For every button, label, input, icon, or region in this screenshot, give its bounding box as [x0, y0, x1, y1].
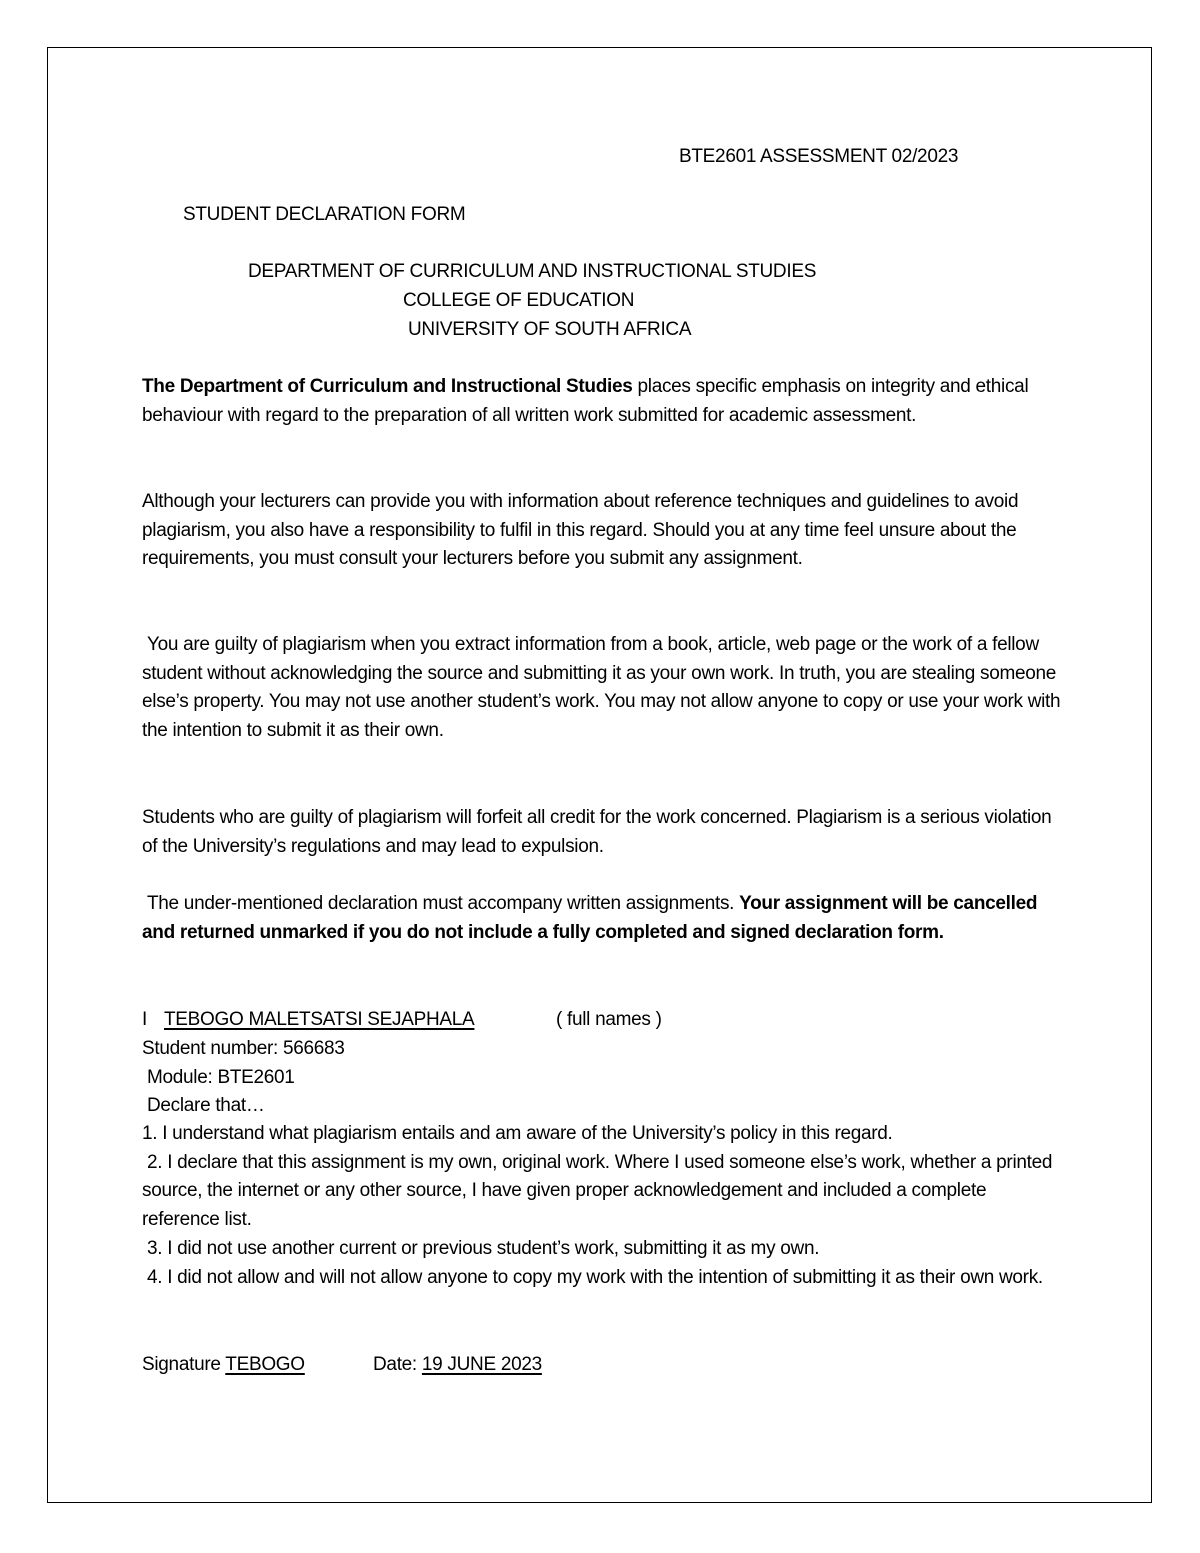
form-title: STUDENT DECLARATION FORM: [183, 204, 466, 225]
declaration-item: 3. I did not use another current or previous student’s work, submitting it as my own.: [142, 1237, 820, 1259]
declaration-item: 1. I understand what plagiarism entails and am aware of the University’s policy in this regard.: [142, 1123, 893, 1144]
paragraph-lecturers: [142, 488, 1062, 574]
declaration-item: 2. I declare that this assignment is my own, original work. Where I used someone else’s work, whether a printed source, the internet or any other source, I have given proper acknowledgement and included a complete reference list.: [142, 1151, 1058, 1231]
declarant-prefix: I: [142, 1009, 147, 1030]
department-emphasis: The Department of Curriculum and Instructional Studies: [142, 376, 633, 397]
signature-value: TEBOGO: [225, 1354, 305, 1375]
paragraph-plagiarism-definition: [142, 631, 1066, 746]
paragraph-penalty-text: Students who are guilty of plagiarism will forfeit all credit for the work concerned. Plagiarism is a serious violation of the University’s regulations and may lead to expulsion.: [142, 807, 1052, 857]
paragraph-penalty: [142, 804, 1062, 861]
paragraph-integrity: [142, 373, 1062, 430]
paragraph-lecturers-text: Although your lecturers can provide you with information about reference techniques and guidelines to avoid plagiarism, you also have a responsibility to fulfil in this regard. Should you at any time feel unsure about the requirements, you must consult your lecturers before you submit any assignment.: [142, 491, 1019, 570]
name-line: [142, 1005, 147, 1034]
college-name: COLLEGE OF EDUCATION: [403, 290, 635, 311]
full-name-field: [164, 1005, 474, 1034]
declare-line: Declare that…: [142, 1095, 265, 1116]
requirement-text: The under-mentioned declaration must accompany written assignments.: [142, 893, 740, 914]
student-number-line: Student number: 566683: [142, 1038, 345, 1059]
assessment-reference: BTE2601 ASSESSMENT 02/2023: [679, 146, 959, 167]
department-name: DEPARTMENT OF CURRICULUM AND INSTRUCTIONAL STUDIES: [248, 261, 817, 282]
university-name: UNIVERSITY OF SOUTH AFRICA: [408, 319, 692, 340]
paragraph-integrity-text: places specific emphasis on integrity and ethical behaviour with regard to the preparation of all written work submitted for academic assessment.: [142, 376, 1029, 426]
module-line: Module: BTE2601: [142, 1067, 295, 1088]
full-names-label: ( full names ): [556, 1009, 662, 1030]
date-value: 19 JUNE 2023: [421, 1354, 542, 1375]
date-label: Date:: [373, 1354, 417, 1375]
declaration-items: [142, 1120, 1062, 1292]
signature-label: Signature: [142, 1354, 221, 1375]
cancellation-warning: Your assignment will be cancelled and returned unmarked if you do not include a fully completed and signed declaration form.: [142, 893, 1043, 943]
signature-line: [142, 1350, 305, 1379]
paragraph-plagiarism-definition-text: You are guilty of plagiarism when you extract information from a book, article, web page or the work of a fellow student without acknowledging the source and submitting it as your own work. In truth, you are stealing someone else’s property. You may not use another student’s work. You may not allow anyone to copy or use your work with the intention to submit it as their own.: [142, 634, 1066, 742]
full-name-value: TEBOGO MALETSATSI SEJAPHALA: [164, 1009, 475, 1030]
paragraph-declaration-requirement: [142, 890, 1062, 947]
declaration-item: 4. I did not allow and will not allow anyone to copy my work with the intention of submitting it as their own work.: [142, 1266, 1043, 1288]
date-line: [373, 1350, 542, 1379]
